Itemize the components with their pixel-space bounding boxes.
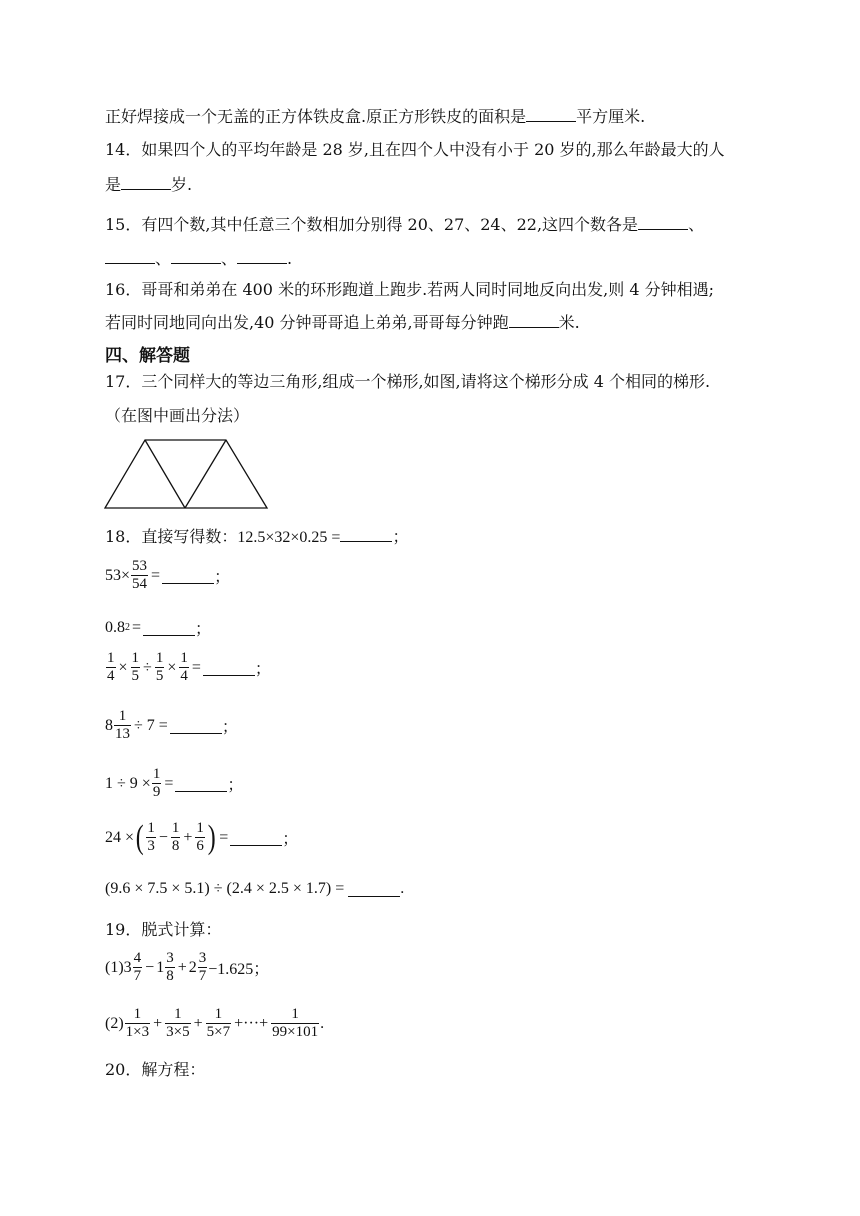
triangle-edge-1 xyxy=(145,440,185,508)
fraction: $\frac{1}{99\times 101}$ xyxy=(272,1006,319,1040)
q16-line-1: 16．哥哥和弟弟在 400 米的环形跑道上跑步.若两人同时同地反向出发,则 4 分钟相遇; xyxy=(105,280,714,299)
ellipsis: +···+ xyxy=(234,1014,269,1032)
q19-heading: 19．脱式计算： xyxy=(105,920,222,939)
expr3-base: 0.8 xyxy=(105,618,125,636)
mixed-whole: 8 xyxy=(105,716,113,734)
fraction: $\frac{1}{3}$ xyxy=(147,820,155,854)
q18-answer-blank-8[interactable] xyxy=(348,881,400,897)
q13-unit: 平方厘米. xyxy=(576,107,646,126)
q15-answer-blank-4[interactable] xyxy=(237,248,287,264)
q15-answer-blank-2[interactable] xyxy=(105,248,155,264)
q18-intro: 18．直接写得数： xyxy=(105,527,238,546)
q15-answer-blank-1[interactable] xyxy=(638,214,688,230)
q19-part-2: (2) $\frac{1}{1\times 3}$ + $\frac{1}{3\times 5}$ + $\frac{1}{5\times 7}$ +···+ $\frac{1}{99\times 101}$ . xyxy=(105,1006,325,1040)
fraction: $\frac{1}{5\times 7}$ xyxy=(206,1006,231,1040)
fraction: $\frac{1}{5}$ xyxy=(131,650,140,684)
trapezoid-figure[interactable] xyxy=(104,438,270,510)
q18-expr-4: $\frac{1}{4}$ × $\frac{1}{5}$ ÷ $\frac{1}{5}$ × $\frac{1}{4}$ = ； xyxy=(107,650,271,684)
q17-line-2: （在图中画出分法） xyxy=(105,406,250,425)
expr2-prefix: 53× xyxy=(105,566,131,584)
q13-text: 正好焊接成一个无盖的正方体铁皮盒.原正方形铁皮的面积是 xyxy=(105,107,527,126)
q17-line-1: 17．三个同样大的等边三角形,组成一个梯形,如图,请将这个梯形分成 4 个相同的梯形. xyxy=(105,372,711,391)
fraction: $\frac{1}{8}$ xyxy=(171,820,180,854)
q15-text: 15．有四个数,其中任意三个数相加分别得 20、27、24、22,这四个数各是 xyxy=(105,215,639,234)
q14-line-2 xyxy=(105,174,192,195)
q15-sep-1: 、 xyxy=(688,215,705,234)
fraction: $\frac{1}{4}$ xyxy=(107,650,115,684)
fraction: $\frac{1}{5}$ xyxy=(155,650,164,684)
fraction: $\frac{1}{1\times 3}$ xyxy=(125,1006,150,1040)
fraction: $\frac{3}{7}$ xyxy=(198,950,207,984)
fraction: $\frac{4}{7}$ xyxy=(133,950,142,984)
triangle-edge-2 xyxy=(185,440,226,508)
q18-answer-blank-6[interactable] xyxy=(175,776,227,792)
q18-line-1: 18．直接写得数：12.5×32×0.25 = ； xyxy=(105,527,409,546)
q15-sep-2: 、 xyxy=(155,249,172,268)
q13-line xyxy=(105,106,645,127)
q18-expr-6: 1 ÷ 9 × $\frac{1}{9}$ = ； xyxy=(105,766,244,800)
q14-suffix: 岁. xyxy=(171,175,193,194)
q15-line-2 xyxy=(105,248,292,269)
q13-answer-blank[interactable] xyxy=(526,106,576,122)
expr3-exponent: 2 xyxy=(125,622,130,633)
q15-line-1 xyxy=(105,214,704,235)
q18-expr-2: 53× $\frac{53}{54}$ = ； xyxy=(105,558,231,592)
fraction: $\frac{53}{54}$ xyxy=(132,558,148,592)
q14-line-1: 14．如果四个人的平均年龄是 28 岁,且在四个人中没有小于 20 岁的,那么年龄最大的人 xyxy=(105,140,725,159)
expr8: (9.6 × 7.5 × 5.1) ÷ (2.4 × 2.5 × 1.7) = xyxy=(105,880,345,897)
q18-answer-blank-4[interactable] xyxy=(203,660,255,676)
q16-line-2 xyxy=(105,312,580,333)
fraction: $\frac{1}{13}$ xyxy=(115,708,130,742)
q14-answer-blank[interactable] xyxy=(121,174,171,190)
q18-expr-3: 0.8 2 = ； xyxy=(105,618,212,638)
q18-answer-blank-5[interactable] xyxy=(170,718,222,734)
expr5-tail: ÷ 7 = xyxy=(134,716,168,734)
part-label-1: (1) xyxy=(105,958,124,976)
trapezoid-outline xyxy=(105,440,267,508)
fraction: $\frac{1}{4}$ xyxy=(180,650,188,684)
q15-sep-3: 、 xyxy=(221,249,238,268)
section-heading: 四、解答题 xyxy=(105,346,190,366)
q18-expr-8: (9.6 × 7.5 × 5.1) ÷ (2.4 × 2.5 × 1.7) = . xyxy=(105,880,405,897)
expr7-prefix: 24 × xyxy=(105,828,135,846)
part-label-2: (2) xyxy=(105,1014,124,1032)
expr6-prefix: 1 ÷ 9 × xyxy=(105,774,151,792)
q18-expr-7: 24 × ( $\frac{1}{3}$ − $\frac{1}{8}$ + $\frac{1}{6}$ ) = ； xyxy=(105,818,299,856)
q15-answer-blank-3[interactable] xyxy=(171,248,221,264)
q18-expr-1: 12.5×32×0.25 = xyxy=(237,529,341,546)
q18-answer-blank-7[interactable] xyxy=(230,830,282,846)
fraction: $\frac{3}{8}$ xyxy=(166,950,174,984)
q18-expr-5: 8 $\frac{1}{13}$ ÷ 7 = ； xyxy=(105,708,238,742)
q18-answer-blank-3[interactable] xyxy=(143,620,195,636)
fraction: $\frac{1}{6}$ xyxy=(196,820,204,854)
q18-answer-blank-2[interactable] xyxy=(162,568,214,584)
q18-answer-blank-1[interactable] xyxy=(340,526,392,542)
fraction: $\frac{1}{9}$ xyxy=(152,766,161,800)
q20-heading: 20．解方程： xyxy=(105,1060,206,1079)
part1-tail: −1.625； xyxy=(208,961,270,978)
q14-prefix: 是 xyxy=(105,175,122,194)
q15-end: . xyxy=(287,249,293,268)
q16-unit: 米. xyxy=(558,313,580,332)
q16-text: 若同时同地同向出发,40 分钟哥哥追上弟弟,哥哥每分钟跑 xyxy=(105,313,509,332)
q16-answer-blank[interactable] xyxy=(509,312,559,328)
q19-part-1: (1) 3 $\frac{4}{7}$ − 1 $\frac{3}{8}$ + 2 $\frac{3}{7}$ −1.625； xyxy=(105,950,270,984)
fraction: $\frac{1}{3\times 5}$ xyxy=(166,1006,190,1040)
